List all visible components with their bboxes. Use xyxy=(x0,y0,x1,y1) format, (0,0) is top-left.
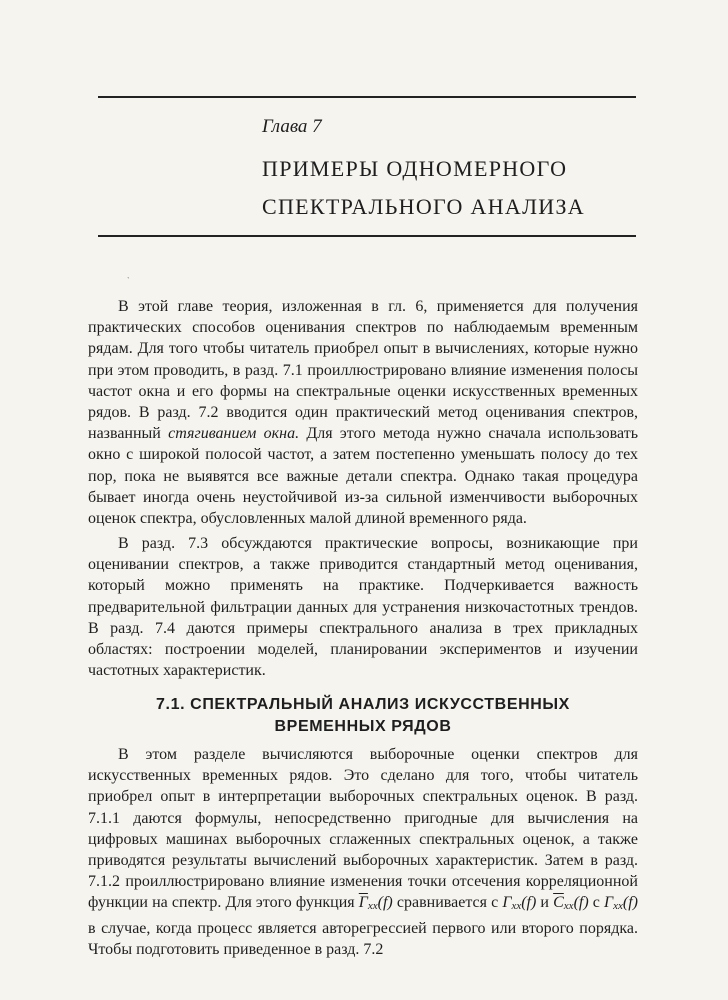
section-p3-text-4: с xyxy=(588,894,605,912)
section-paragraph xyxy=(88,744,638,960)
math-gamma-xx-2: Γxx(f) xyxy=(604,894,639,913)
chapter-title xyxy=(262,150,585,226)
math-c-bar-xx: $\overline{C}xx(f)$ xyxy=(553,894,589,913)
intro-paragraph-2: В разд. 7.3 обсуждаются практические вопросы, возникающие при оценивании спектров, а также приводится стандартный метод оценивания, который можно применять на практике. Подчеркивается важность предварительной фильтрации данных для устранения низкочастотных трендов. В разд. 7.4 даются примеры спектрального анализа в трех прикладных областях: построении моделей, планировании экспериментов и изучении частотных характеристик. xyxy=(88,535,638,680)
intro-p1-text-2: Для этого метода нужно сначала использовать окно с широкой полосой частот, а затем постепенно уменьшать полосу до тех пор, пока не выявятся все важные детали спектра. Однако такая процедура бывает иногда очень неустойчивой из-за сильной изменчивости выборочных оценок спектра, обусловленных малой длиной временного ряда. xyxy=(88,425,638,528)
bottom-rule xyxy=(98,235,636,237)
section-p3-text-2: сравнивается с xyxy=(392,894,503,912)
math-gamma-bar-xx: $\overline{\Gamma}xx(f)$ xyxy=(358,894,393,913)
chapter-title-line-1: ПРИМЕРЫ ОДНОМЕРНОГО xyxy=(262,156,568,181)
section-heading-line-1: 7.1. СПЕКТРАЛЬНЫЙ АНАЛИЗ ИСКУССТВЕННЫХ xyxy=(156,696,570,713)
section-p3-text-3: и xyxy=(536,894,554,912)
top-rule xyxy=(98,96,636,98)
intro-p1-emphasis: стягиванием окна. xyxy=(168,425,300,443)
section-heading xyxy=(88,694,638,738)
section-heading-line-2: ВРЕМЕННЫХ РЯДОВ xyxy=(274,718,452,735)
stray-mark: ˋ xyxy=(127,276,130,285)
intro-paragraph-1 xyxy=(88,296,638,529)
chapter-title-line-2: СПЕКТРАЛЬНОГО АНАЛИЗА xyxy=(262,194,585,219)
intro-p1-text-1: В этой главе теория, изложенная в гл. 6, применяется для получения практических способов оценивания спектров по наблюдаемым временным рядам. Для того чтобы читатель приобрел опыт в вычислениях, которые нужно при этом проводить, в разд. 7.1 проиллюстрировано влияние изменения полосы частот окна и его формы на спектральные оценки искусственных временных рядов. В разд. 7.2 вводится один практический метод оценивания спектров, названный xyxy=(88,298,638,443)
section-p3-text-5: в случае, когда процесс является авторегрессией первого или второго порядка. Чтобы подготовить приведенное в разд. 7.2 xyxy=(88,919,638,958)
chapter-label: Глава 7 xyxy=(262,116,322,137)
section-p3-text-1: В этом разделе вычисляются выборочные оценки спектров для искусственных временных рядов. Это сделано для того, чтобы читатель приобрел опыт в интерпретации выборочных спектральных оценок. В разд. 7.1.1 даются формулы, непосредственно пригодные для вычисления на цифровых машинах выборочных сглаженных спектральных оценок, а также приводятся результаты вычислений выборочных характеристик. Затем в разд. 7.1.2 проиллюстрировано влияние изменения точки отсечения корреляционной функции на спектр. Для этого функция xyxy=(88,746,638,912)
math-gamma-xx-1: Γxx(f) xyxy=(502,894,537,913)
